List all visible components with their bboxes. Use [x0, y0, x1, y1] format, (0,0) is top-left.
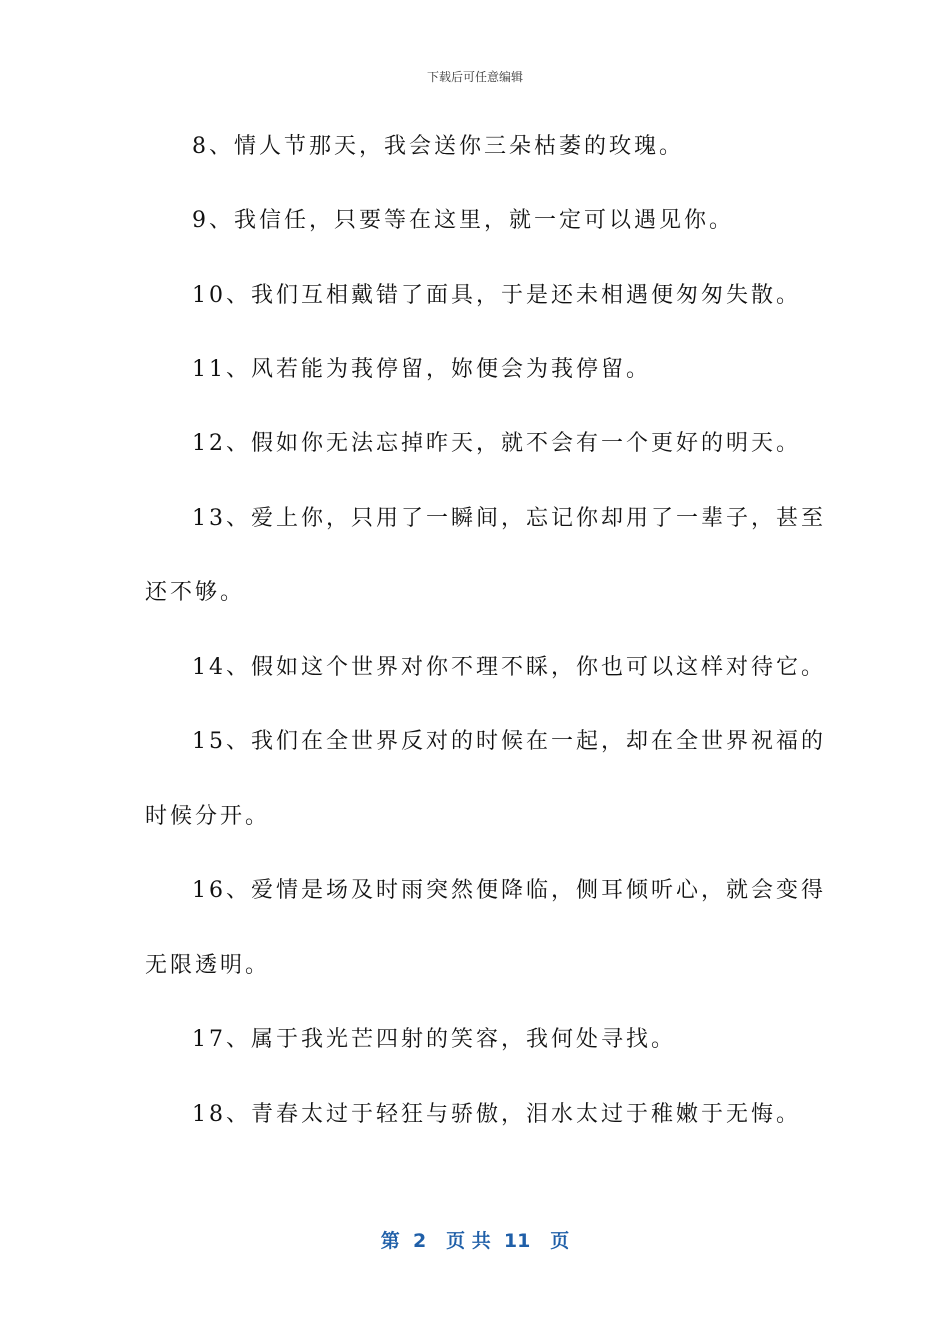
text-line: 15、我们在全世界反对的时候在一起，却在全世界祝福的 [192, 729, 826, 754]
text-line: 14、假如这个世界对你不理不睬，你也可以这样对待它。 [192, 655, 826, 680]
text-line: 13、爱上你，只用了一瞬间，忘记你却用了一辈子，甚至 [192, 506, 826, 531]
text-line: 11、风若能为莪停留，妳便会为莪停留。 [192, 357, 651, 382]
header-note: 下载后可任意编辑 [426, 70, 523, 84]
text-line: 17、属于我光芒四射的笑容，我何处寻找。 [192, 1027, 676, 1052]
text-line: 8、情人节那天，我会送你三朵枯萎的玫瑰。 [192, 134, 684, 159]
text-line: 还不够。 [145, 580, 246, 605]
text-line: 10、我们互相戴错了面具，于是还未相遇便匆匆失散。 [192, 283, 801, 308]
text-line: 16、爱情是场及时雨突然便降临，侧耳倾听心，就会变得 [192, 878, 826, 903]
text-line: 12、假如你无法忘掉昨天，就不会有一个更好的明天。 [192, 431, 801, 456]
page-number: 第 2 页 共 11 页 [380, 1230, 570, 1252]
text-line: 9、我信任，只要等在这里，就一定可以遇见你。 [192, 208, 734, 233]
text-line: 无限透明。 [145, 953, 271, 978]
text-line: 时候分开。 [145, 804, 271, 829]
text-line: 18、青春太过于轻狂与骄傲，泪水太过于稚嫩于无悔。 [192, 1102, 801, 1127]
